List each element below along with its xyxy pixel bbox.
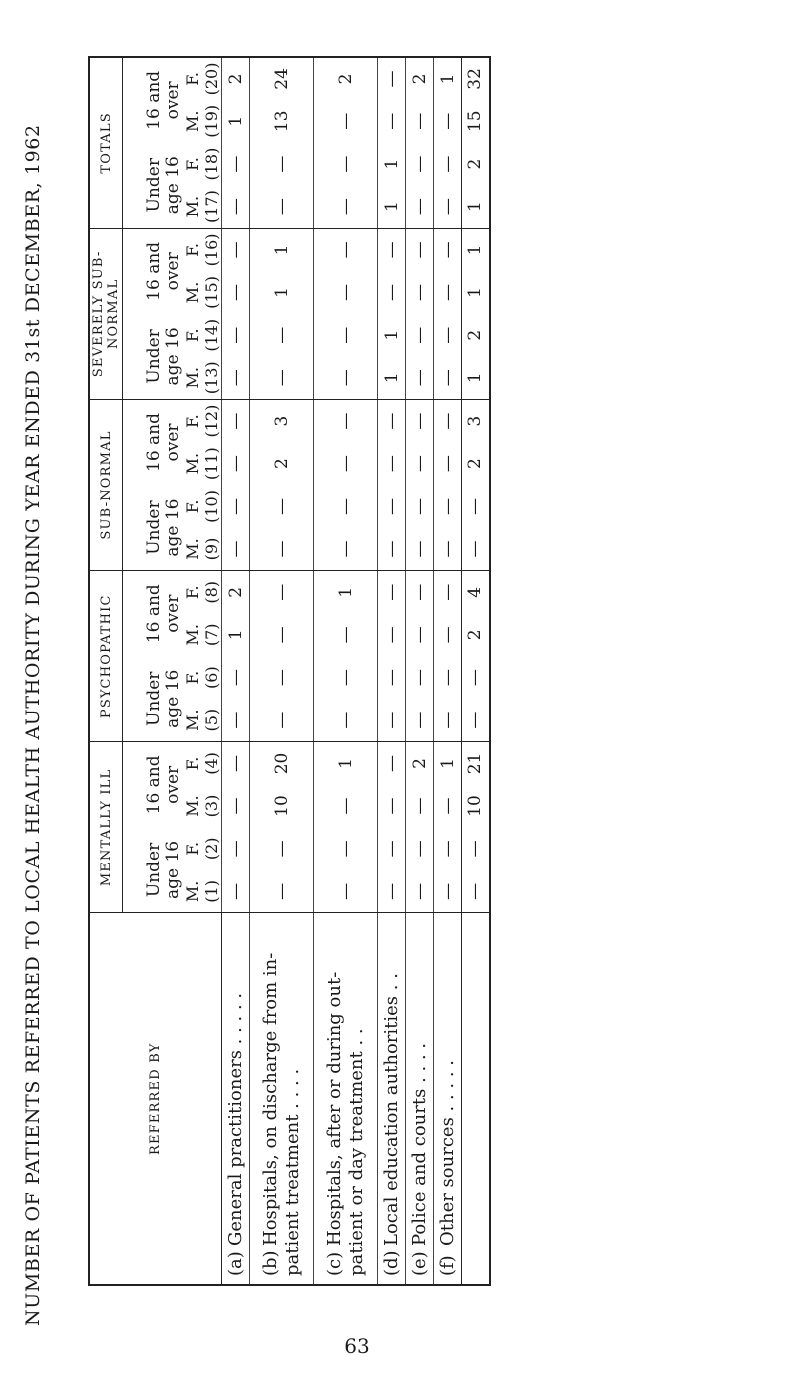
cell-value: 15 <box>462 100 490 143</box>
column-number: (8) <box>202 580 221 604</box>
table-row <box>434 57 462 1285</box>
cell-value: 1 <box>462 228 490 271</box>
column-number: (16) <box>202 233 221 267</box>
cell-value: — <box>314 442 378 485</box>
cell-value: 2 <box>406 742 434 785</box>
cell-value: — <box>434 228 462 271</box>
column-number: (13) <box>202 361 221 395</box>
table-row <box>378 57 406 1285</box>
row-label <box>222 913 250 1285</box>
cell-value: 1 <box>434 742 462 785</box>
cell-value: — <box>434 271 462 314</box>
cell-value: — <box>378 742 406 785</box>
cell-value: — <box>434 143 462 186</box>
cell-value: 1 <box>462 357 490 400</box>
sex-label: M. <box>183 195 202 218</box>
row-label <box>314 913 378 1285</box>
column-number: (14) <box>202 318 221 352</box>
age-header-over: 16 and over <box>144 412 183 472</box>
cell-value: — <box>314 185 378 228</box>
cell-value: 1 <box>462 271 490 314</box>
cell-value: — <box>406 100 434 143</box>
row-letter: (e) <box>409 1251 430 1276</box>
cell-value: — <box>314 870 378 913</box>
sex-column-header <box>183 399 222 442</box>
cell-value: 2 <box>462 613 490 656</box>
row-label <box>250 913 314 1285</box>
column-number: (3) <box>202 794 221 818</box>
row-source: Local education authorities . . <box>381 973 402 1246</box>
cell-value: — <box>314 271 378 314</box>
row-letter: (f) <box>437 1255 458 1276</box>
cell-value: — <box>434 827 462 870</box>
group-header-sub-normal: SUB-NORMAL <box>89 399 123 570</box>
page-number: 63 <box>344 1334 370 1358</box>
cell-value: 1 <box>222 613 250 656</box>
cell-value: — <box>378 870 406 913</box>
cell-value: — <box>406 785 434 828</box>
table-row <box>314 57 378 1285</box>
group-header-mentally-ill: MENTALLY ILL <box>89 742 123 913</box>
cell-value: — <box>250 699 314 742</box>
cell-value: — <box>406 314 434 357</box>
cell-value: — <box>462 528 490 571</box>
row-label <box>462 913 490 1285</box>
cell-value: 2 <box>406 57 434 100</box>
cell-value: 2 <box>222 571 250 614</box>
age-header-under: Under age 16 <box>123 827 184 913</box>
row-letter: (d) <box>381 1250 402 1276</box>
cell-value: — <box>314 357 378 400</box>
cell-value: 1 <box>250 228 314 271</box>
cell-value: 1 <box>222 100 250 143</box>
cell-value: 32 <box>462 57 490 100</box>
sex-label: F. <box>183 756 202 771</box>
cell-value: 2 <box>462 143 490 186</box>
cell-value: — <box>250 314 314 357</box>
cell-value: — <box>222 185 250 228</box>
cell-value: 4 <box>462 571 490 614</box>
cell-value: — <box>406 656 434 699</box>
referrals-table <box>88 56 491 1286</box>
cell-value: 10 <box>462 785 490 828</box>
sex-column-header <box>183 100 222 143</box>
cell-value: — <box>314 314 378 357</box>
cell-value: — <box>378 399 406 442</box>
cell-value: — <box>434 357 462 400</box>
sex-label: F. <box>183 72 202 86</box>
cell-value: — <box>314 827 378 870</box>
column-number: (17) <box>202 190 221 224</box>
row-source: Police and courts . . . . <box>409 1042 430 1246</box>
age-header-under: Under age 16 <box>123 143 184 229</box>
cell-value: — <box>222 699 250 742</box>
cell-value: — <box>250 571 314 614</box>
cell-value: — <box>406 271 434 314</box>
cell-value: — <box>406 143 434 186</box>
cell-value: — <box>378 528 406 571</box>
cell-value: — <box>406 357 434 400</box>
cell-value: — <box>250 143 314 186</box>
column-number: (19) <box>202 104 221 138</box>
sex-label: F. <box>183 414 202 428</box>
sex-column-header <box>183 314 222 357</box>
column-number: (7) <box>202 623 221 647</box>
cell-value: — <box>222 357 250 400</box>
sex-label: F. <box>183 243 202 257</box>
cell-value: — <box>222 827 250 870</box>
cell-value: 1 <box>314 742 378 785</box>
table-row <box>222 57 250 1285</box>
age-header-over: 16 and over <box>144 241 183 301</box>
cell-value: 1 <box>462 185 490 228</box>
age-header-under: Under age 16 <box>123 314 184 400</box>
cell-value: — <box>434 185 462 228</box>
cell-value: 2 <box>462 314 490 357</box>
cell-value: — <box>434 399 462 442</box>
cell-value: — <box>434 314 462 357</box>
cell-value: — <box>462 656 490 699</box>
table-row <box>406 57 434 1285</box>
cell-value: — <box>222 528 250 571</box>
sex-column-header <box>183 442 222 485</box>
cell-value: — <box>434 613 462 656</box>
row-label <box>406 913 434 1285</box>
cell-value: — <box>462 870 490 913</box>
sex-column-header <box>183 143 222 186</box>
cell-value: — <box>250 870 314 913</box>
cell-value: — <box>314 613 378 656</box>
cell-value: 2 <box>222 57 250 100</box>
cell-value: — <box>406 399 434 442</box>
column-number: (2) <box>202 837 221 861</box>
age-header-over: 16 and over <box>144 584 183 644</box>
cell-value: — <box>378 785 406 828</box>
column-number: (6) <box>202 666 221 689</box>
cell-value: — <box>406 699 434 742</box>
cell-value: 1 <box>378 185 406 228</box>
referred-by-header: REFERRED BY <box>89 913 222 1285</box>
cell-value: — <box>462 827 490 870</box>
sex-column-header <box>183 571 222 614</box>
sex-label: M. <box>183 367 202 389</box>
cell-value: — <box>250 528 314 571</box>
row-label <box>378 913 406 1285</box>
cell-value: — <box>434 870 462 913</box>
cell-value: — <box>250 613 314 656</box>
group-header-totals: TOTALS <box>89 57 123 228</box>
totals-row <box>462 57 490 1285</box>
cell-value: — <box>434 656 462 699</box>
cell-value: — <box>222 742 250 785</box>
sex-column-header <box>183 827 222 870</box>
cell-value: — <box>406 185 434 228</box>
row-source: Hospitals, after or during out-patient or day treatment . . <box>323 971 367 1276</box>
cell-value: — <box>434 442 462 485</box>
sex-column-header <box>183 228 222 271</box>
cell-value: — <box>378 699 406 742</box>
cell-value: — <box>406 528 434 571</box>
cell-value: 3 <box>250 399 314 442</box>
sex-label: F. <box>183 499 202 514</box>
cell-value: 24 <box>250 57 314 100</box>
cell-value: — <box>378 57 406 100</box>
cell-value: — <box>406 571 434 614</box>
sex-label: M. <box>183 624 202 646</box>
cell-value: — <box>434 699 462 742</box>
cell-value: — <box>406 485 434 528</box>
column-number: (18) <box>202 147 221 181</box>
cell-value: — <box>462 485 490 528</box>
sex-column-header <box>183 613 222 656</box>
cell-value: — <box>314 100 378 143</box>
sex-column-header <box>183 528 222 571</box>
sex-label: M. <box>183 110 202 132</box>
cell-value: — <box>406 613 434 656</box>
row-source: Hospitals, on discharge from in-patient treatment . . . . <box>259 952 303 1276</box>
cell-value: — <box>222 485 250 528</box>
sex-column-header <box>183 742 222 785</box>
sex-column-header <box>183 57 222 100</box>
sex-label: F. <box>183 841 202 856</box>
cell-value: — <box>314 699 378 742</box>
sex-label: M. <box>183 452 202 475</box>
cell-value: — <box>222 870 250 913</box>
cell-value: — <box>378 613 406 656</box>
row-letter: (b) <box>259 1250 281 1276</box>
sex-label: M. <box>183 880 202 903</box>
column-number: (20) <box>202 62 221 96</box>
column-number: (1) <box>202 880 221 903</box>
column-number: (11) <box>202 447 221 481</box>
age-header-over: 16 and over <box>144 755 183 815</box>
cell-value: 1 <box>378 143 406 186</box>
cell-value: — <box>434 571 462 614</box>
cell-value: 3 <box>462 399 490 442</box>
cell-value: 13 <box>250 100 314 143</box>
cell-value: — <box>406 827 434 870</box>
sex-column-header <box>183 357 222 400</box>
cell-value: 1 <box>434 57 462 100</box>
cell-value: — <box>406 870 434 913</box>
sex-label: F. <box>183 585 202 600</box>
row-label <box>434 913 462 1285</box>
cell-value: 1 <box>250 271 314 314</box>
sex-column-header <box>183 185 222 228</box>
row-letter: (c) <box>323 1251 345 1276</box>
cell-value: — <box>378 827 406 870</box>
cell-value: — <box>434 100 462 143</box>
cell-value: — <box>378 485 406 528</box>
cell-value: — <box>222 785 250 828</box>
cell-value: — <box>250 185 314 228</box>
sex-column-header <box>183 870 222 913</box>
page-title: NUMBER OF PATIENTS REFERRED TO LOCAL HEALTH AUTHORITY DURING YEAR ENDED 31st DECEMBER, 1962 <box>22 124 44 1326</box>
sex-column-header <box>183 656 222 699</box>
cell-value: — <box>406 228 434 271</box>
sex-label: F. <box>183 670 202 685</box>
cell-value: — <box>378 271 406 314</box>
row-letter: (a) <box>225 1251 246 1276</box>
cell-value: — <box>314 485 378 528</box>
cell-value: 10 <box>250 785 314 828</box>
sex-column-header <box>183 785 222 828</box>
cell-value: — <box>250 827 314 870</box>
cell-value: 2 <box>462 442 490 485</box>
cell-value: — <box>406 442 434 485</box>
cell-value: 1 <box>378 357 406 400</box>
cell-value: — <box>434 485 462 528</box>
row-source: Other sources . . . . . <box>437 1059 458 1246</box>
cell-value: — <box>250 357 314 400</box>
column-number: (5) <box>202 708 221 732</box>
cell-value: — <box>314 528 378 571</box>
cell-value: — <box>378 571 406 614</box>
group-header-psychopathic: PSYCHOPATHIC <box>89 571 123 742</box>
age-header-under: Under age 16 <box>123 485 184 571</box>
age-header-under: Under age 16 <box>123 656 184 742</box>
sex-label: M. <box>183 795 202 817</box>
cell-value: — <box>222 399 250 442</box>
cell-value: 2 <box>314 57 378 100</box>
sex-label: F. <box>183 328 202 343</box>
column-number: (9) <box>202 537 221 561</box>
sex-label: F. <box>183 157 202 171</box>
cell-value: — <box>222 228 250 271</box>
cell-value: — <box>250 656 314 699</box>
cell-value: — <box>314 399 378 442</box>
cell-value: 1 <box>378 314 406 357</box>
cell-value: — <box>222 442 250 485</box>
cell-value: — <box>434 528 462 571</box>
sex-column-header <box>183 699 222 742</box>
cell-value: — <box>222 143 250 186</box>
row-source: General practitioners . . . . . <box>225 992 246 1246</box>
group-header-severely-sub-normal: SEVERELY SUB-NORMAL <box>89 228 123 399</box>
cell-value: — <box>314 656 378 699</box>
column-number: (15) <box>202 276 221 309</box>
cell-value: — <box>314 228 378 271</box>
cell-value: — <box>378 100 406 143</box>
column-number: (10) <box>202 490 221 523</box>
sex-label: M. <box>183 709 202 731</box>
sex-column-header <box>183 271 222 314</box>
cell-value: — <box>378 656 406 699</box>
cell-value: — <box>378 442 406 485</box>
cell-value: — <box>378 228 406 271</box>
cell-value: 20 <box>250 742 314 785</box>
cell-value: — <box>222 656 250 699</box>
age-header-over: 16 and over <box>144 70 183 130</box>
cell-value: — <box>222 314 250 357</box>
sex-column-header <box>183 485 222 528</box>
cell-value: — <box>250 485 314 528</box>
cell-value: — <box>462 699 490 742</box>
cell-value: 21 <box>462 742 490 785</box>
cell-value: 2 <box>250 442 314 485</box>
cell-value: — <box>314 785 378 828</box>
cell-value: — <box>222 271 250 314</box>
table-row <box>250 57 314 1285</box>
cell-value: — <box>314 143 378 186</box>
column-number: (12) <box>202 404 221 438</box>
cell-value: 1 <box>314 571 378 614</box>
sex-label: M. <box>183 538 202 560</box>
sex-label: M. <box>183 281 202 304</box>
cell-value: — <box>434 785 462 828</box>
column-number: (4) <box>202 752 221 775</box>
